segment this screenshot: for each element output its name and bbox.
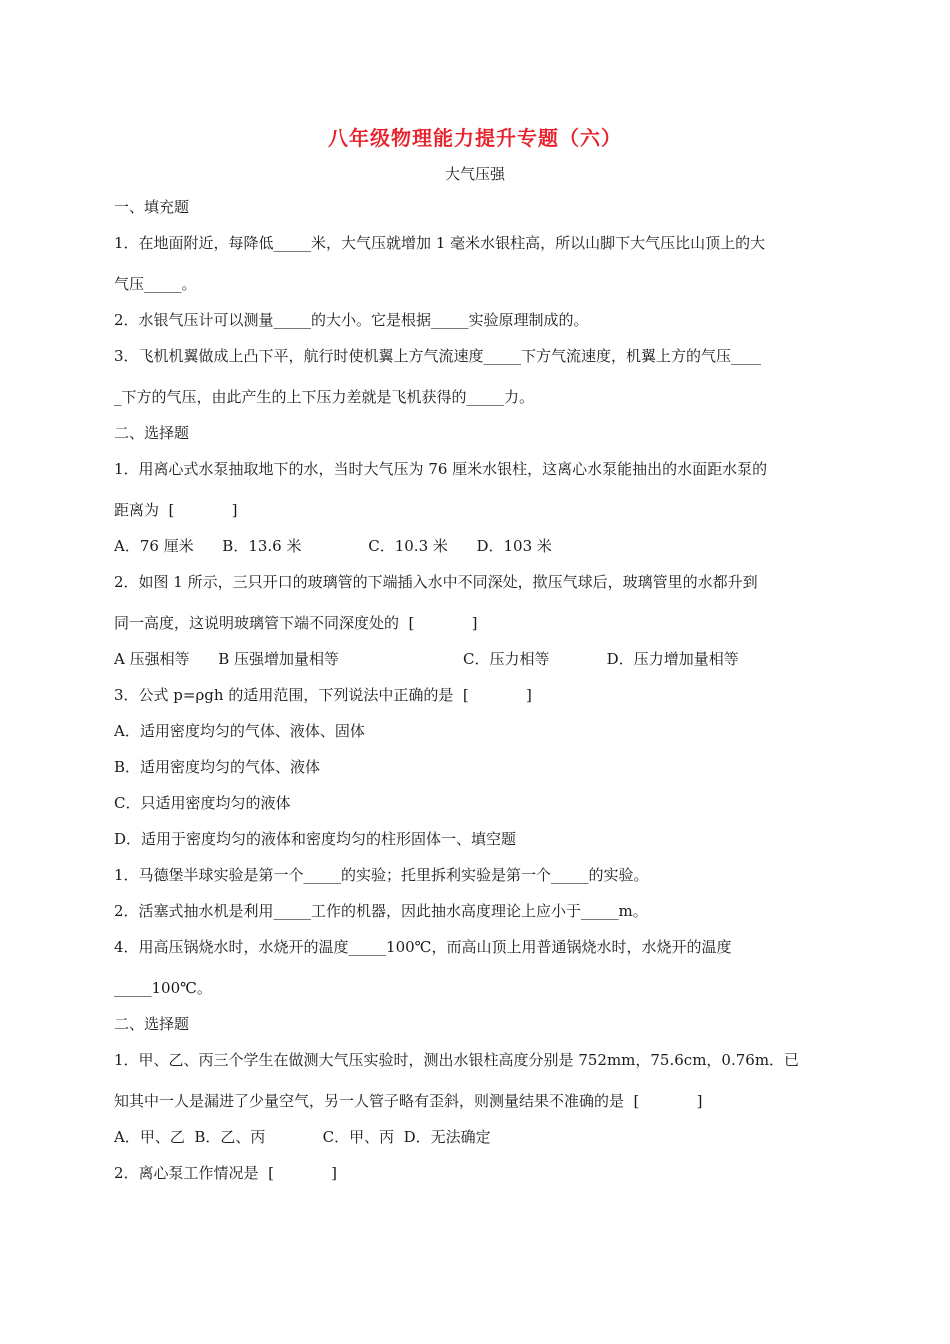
question-text: 1．马德堡半球实验是第一个_____的实验；托里拆利实验是第一个_____的实验。 <box>114 866 649 884</box>
answer-option: C．只适用密度均匀的液体 <box>114 794 291 812</box>
question-text: 知其中一人是漏进了少量空气，另一人管子略有歪斜，则测量结果不准确的是 [ ] <box>114 1092 703 1110</box>
section-heading: 二、选择题 <box>114 1015 190 1033</box>
question-text: 2．活塞式抽水机是利用_____工作的机器，因此抽水高度理论上应小于_____m。 <box>114 902 648 920</box>
question-text: 2．水银气压计可以测量_____的大小。它是根据_____实验原理制成的。 <box>114 311 589 329</box>
question-text: _____100℃。 <box>114 979 212 997</box>
answer-option: A．适用密度均匀的气体、液体、固体 <box>114 722 365 740</box>
question-text: 同一高度，这说明玻璃管下端不同深度处的 [ ] <box>114 614 478 632</box>
answer-option: D．适用于密度均匀的液体和密度均匀的柱形固体一、填空题 <box>114 830 517 848</box>
question-text: 2．如图 1 所示，三只开口的玻璃管的下端插入水中不同深处，揿压气球后，玻璃管里的水都升到 <box>114 573 758 591</box>
question-text: 4．用高压锅烧水时，水烧开的温度_____100℃，而高山顶上用普通锅烧水时，水烧开的温度 <box>114 938 732 956</box>
question-text: 1．用离心式水泵抽取地下的水，当时大气压为 76 厘米水银柱，这离心水泵能抽出的水面距水泵的 <box>114 460 768 478</box>
question-text: _下方的气压，由此产生的上下压力差就是飞机获得的_____力。 <box>114 388 535 406</box>
document-subtitle: 大气压强 <box>444 165 505 183</box>
question-text: 1．甲、乙、丙三个学生在做测大气压实验时，测出水银柱高度分别是 752mm，75.6cm，0.76m．已 <box>114 1051 800 1069</box>
question-text: 距离为 [ ] <box>114 501 238 519</box>
question-text: 2．离心泵工作情况是 [ ] <box>114 1164 338 1182</box>
section-heading: 二、选择题 <box>114 424 190 442</box>
question-text: 1．在地面附近，每降低_____米，大气压就增加 1 毫米水银柱高，所以山脚下大气压比山顶上的大 <box>114 234 766 252</box>
document-title: 八年级物理能力提升专题（六） <box>328 126 622 150</box>
question-text: 3．飞机机翼做成上凸下平，航行时使机翼上方气流速度_____下方气流速度，机翼上方的气压____ <box>114 347 762 365</box>
section-heading: 一、填充题 <box>114 198 190 216</box>
answer-options: A．76 厘米 B．13.6 米 C．10.3 米 D．103 米 <box>114 537 552 555</box>
question-text: 气压_____。 <box>114 275 197 293</box>
answer-options: A 压强相等 B 压强增加量相等 C．压力相等 D．压力增加量相等 <box>114 650 739 668</box>
question-text: 3．公式 p=ρgh 的适用范围，下列说法中正确的是 [ ] <box>114 686 532 704</box>
answer-option: B．适用密度均匀的气体、液体 <box>114 758 321 776</box>
answer-options: A．甲、乙 B．乙、丙 C．甲、丙 D．无法确定 <box>114 1128 491 1146</box>
